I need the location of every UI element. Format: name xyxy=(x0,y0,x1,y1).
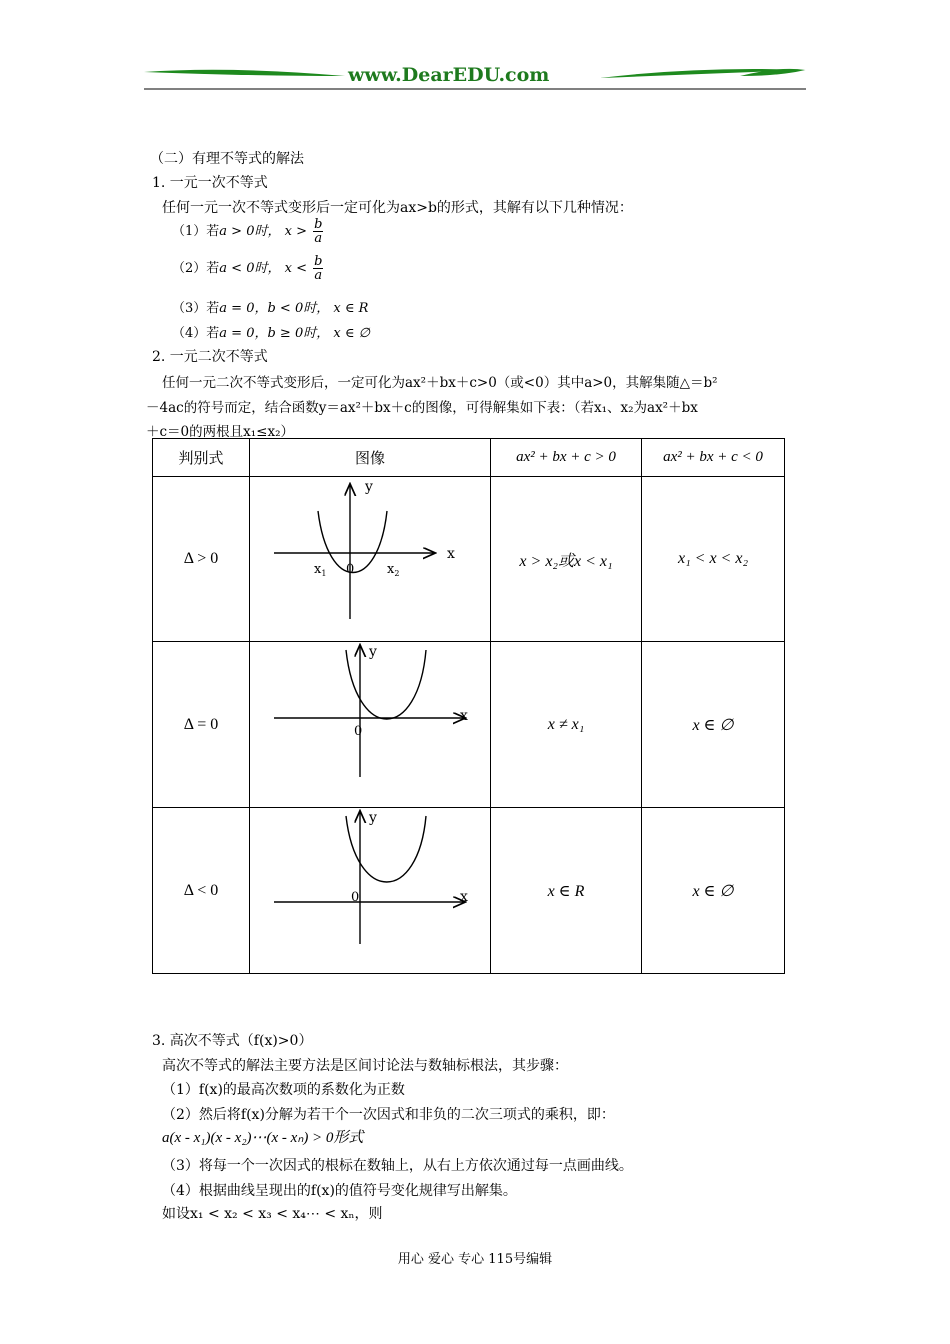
header-gt-zero: ax² + bx + c > 0 xyxy=(491,439,642,477)
x1-label: $x_1$ xyxy=(314,562,327,578)
sub3-assume: 如设x₁ < x₂ < x₃ < x₄⋯ < xₙ，则 xyxy=(162,1206,383,1222)
header-logo[interactable]: www.DearEDU.com xyxy=(348,64,550,86)
sub3-step2: （2）然后将f(x)分解为若干个一次因式和非负的二次三项式的乘积，即： xyxy=(162,1107,615,1123)
solution-table xyxy=(152,438,785,974)
sub2-para-line1: 任何一元二次不等式变形后，一定可化为ax²＋bx＋c>0（或<0）其中a>0，其解集随△＝b² xyxy=(162,375,718,391)
header-graph: 图像 xyxy=(250,439,491,477)
table-row xyxy=(153,808,785,974)
y-label: y xyxy=(369,644,377,660)
table-row xyxy=(153,642,785,808)
sub3-intro: 高次不等式的解法主要方法是区间讨论法与数轴标根法，其步骤： xyxy=(162,1058,568,1074)
disc-cell: Δ = 0 xyxy=(153,642,250,808)
sub1-intro: 任何一元一次不等式变形后一定可化为ax>b的形式，其解有以下几种情况： xyxy=(162,200,633,216)
lt-solution-cell: x ∈ ∅ xyxy=(642,642,785,808)
graph-cell xyxy=(250,477,491,642)
gt-solution-cell: x > x₂或x < x₁ xyxy=(491,477,642,642)
graph-cell xyxy=(250,642,491,808)
y-label: y xyxy=(369,810,377,826)
parabola-no-roots-graph xyxy=(250,808,490,974)
page-footer: 用心 爱心 专心 115号编辑 xyxy=(397,1252,553,1267)
x-label: x xyxy=(460,889,468,905)
sub3-step3: （3）将每一个一次因式的根标在数轴上，从右上方依次通过每一点画曲线。 xyxy=(162,1158,633,1174)
parabola-two-roots-graph xyxy=(250,477,490,642)
lt-solution-cell: x₁ < x < x₂ xyxy=(642,477,785,642)
y-label: y xyxy=(365,479,373,495)
section-heading: （二）有理不等式的解法 xyxy=(150,151,304,167)
table-row xyxy=(153,477,785,642)
header-lt-zero: ax² + bx + c < 0 xyxy=(642,439,785,477)
sub2-para-line3: ＋c＝0的两根且x₁≤x₂） xyxy=(146,424,295,440)
sub1-title: 1. 一元一次不等式 xyxy=(152,175,268,191)
x2-label: $x_2$ xyxy=(387,562,400,578)
parabola-curve xyxy=(346,650,426,719)
origin-label: 0 xyxy=(346,562,355,577)
sub3-step1: （1）f(x)的最高次数项的系数化为正数 xyxy=(162,1082,405,1098)
origin-label: 0 xyxy=(354,724,363,739)
case-1: （1）若a > 0时， x > $\frac{b}{a}$ xyxy=(172,217,323,246)
sub3-formula: a(x - x₁)(x - x₂)⋯(x - xₙ) > 0形式 xyxy=(162,1130,364,1146)
sub2-title: 2. 一元二次不等式 xyxy=(152,349,268,365)
sub3-step4: （4）根据曲线呈现出的f(x)的值符号变化规律写出解集。 xyxy=(162,1183,517,1199)
case-2: （2）若a < 0时， x < $\frac{b}{a}$ xyxy=(172,254,323,283)
parabola-curve xyxy=(346,816,426,882)
gt-solution-cell: x ∈ R xyxy=(491,808,642,974)
x-label: x xyxy=(460,708,468,724)
sub2-para-line2: －4ac的符号而定，结合函数y＝ax²＋bx＋c的图像，可得解集如下表：（若x₁、x₂为ax²＋bx xyxy=(146,400,698,416)
case-4: （4）若a = 0，b ≥ 0时， x ∈ ∅ xyxy=(172,326,370,341)
fraction-b-over-a: $\frac{b}{a}$ xyxy=(314,217,323,246)
lt-solution-cell: x ∈ ∅ xyxy=(642,808,785,974)
gt-solution-cell: x ≠ x₁ xyxy=(491,642,642,808)
sub3-title: 3. 高次不等式（f(x)>0） xyxy=(152,1033,313,1049)
header-discriminant: 判别式 xyxy=(153,439,250,477)
origin-label: 0 xyxy=(351,890,360,905)
x-label: x xyxy=(447,546,455,562)
disc-cell: Δ > 0 xyxy=(153,477,250,642)
table-header-row xyxy=(153,439,785,477)
case-3: （3）若a = 0，b < 0时， x ∈ R xyxy=(172,301,369,316)
parabola-tangent-graph xyxy=(250,642,490,808)
disc-cell: Δ < 0 xyxy=(153,808,250,974)
fraction-b-over-a: $\frac{b}{a}$ xyxy=(314,254,323,283)
graph-cell xyxy=(250,808,491,974)
